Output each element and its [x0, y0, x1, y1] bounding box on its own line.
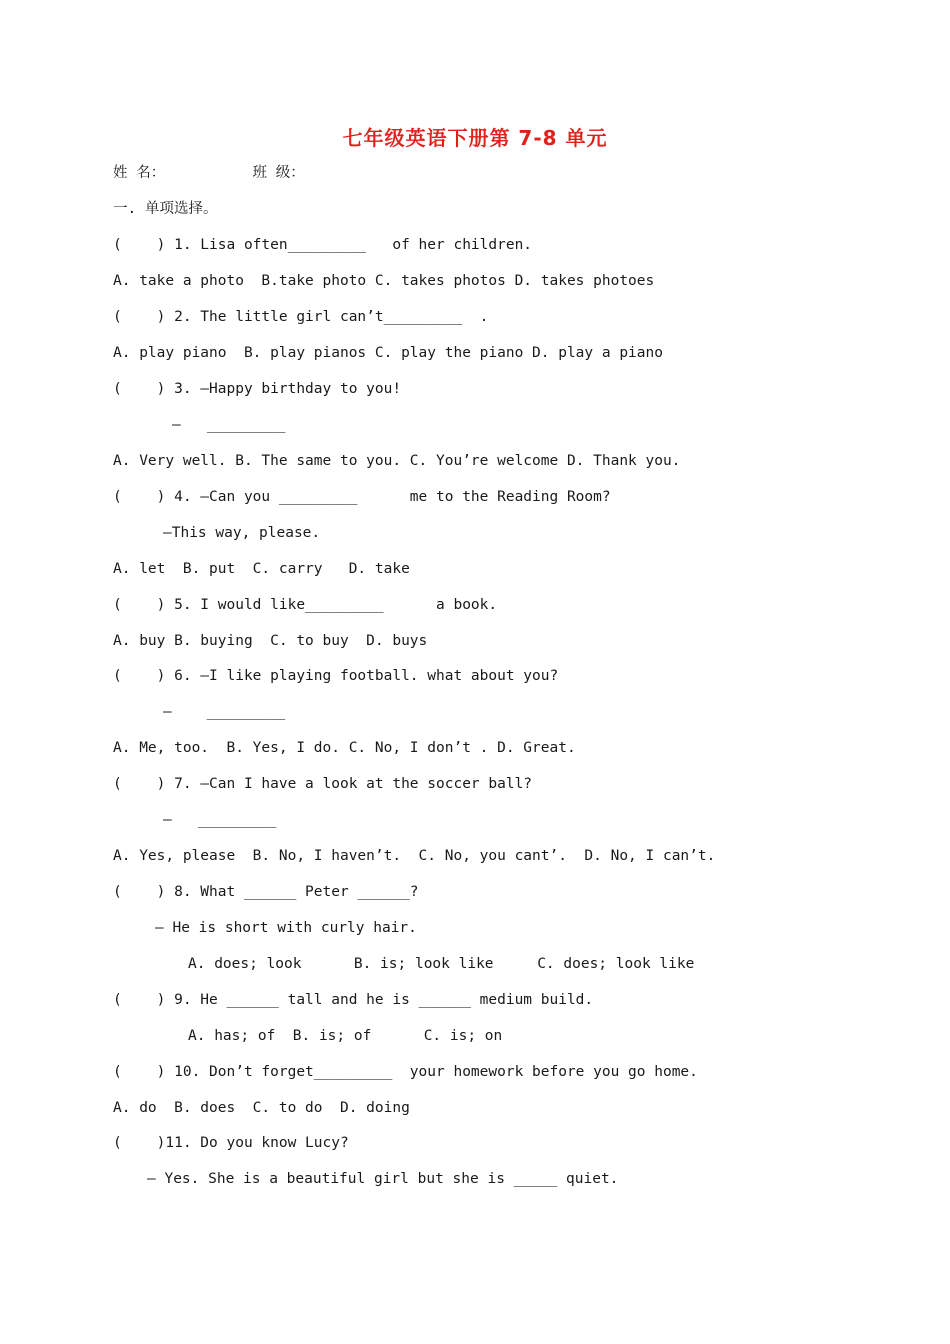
question-9-options: A. has; of B. is; of C. is; on — [188, 1028, 503, 1044]
question-8-options: A. does; look B. is; look like C. does; look like — [188, 956, 695, 972]
question-3: ( ) 3. —Happy birthday to you! — [113, 381, 402, 397]
question-10: ( ) 10. Don’t forget_________ your homework before you go home. — [113, 1064, 698, 1080]
question-1: ( ) 1. Lisa often_________ of her children. — [113, 237, 533, 253]
question-8-response: — He is short with curly hair. — [155, 920, 417, 936]
question-7: ( ) 7. —Can I have a look at the soccer ball? — [113, 776, 533, 792]
question-7-response: — _________ — [163, 812, 277, 828]
question-6-response: — _________ — [163, 704, 286, 720]
name-class-fields: 姓 名： 班 级： — [113, 165, 305, 181]
question-5-options: A. buy B. buying C. to buy D. buys — [113, 633, 428, 649]
question-3-options: A. Very well. B. The same to you. C. You’re welcome D. Thank you. — [113, 453, 681, 469]
question-2-options: A. play piano B. play pianos C. play the piano D. play a piano — [113, 345, 663, 361]
question-10-options: A. do B. does C. to do D. doing — [113, 1100, 410, 1116]
question-4-response: —This way, please. — [163, 525, 321, 541]
question-7-options: A. Yes, please B. No, I haven’t. C. No, you cant’. D. No, I can’t. — [113, 848, 716, 864]
question-4-options: A. let B. put C. carry D. take — [113, 561, 410, 577]
question-1-options: A. take a photo B.take photo C. takes photos D. takes photoes — [113, 273, 655, 289]
question-9: ( ) 9. He ______ tall and he is ______ medium build. — [113, 992, 594, 1008]
question-6-options: A. Me, too. B. Yes, I do. C. No, I don’t . D. Great. — [113, 740, 576, 756]
question-6: ( ) 6. —I like playing football. what about you? — [113, 668, 559, 684]
question-11: ( )11. Do you know Lucy? — [113, 1135, 349, 1151]
question-2: ( ) 2. The little girl can’t_________ . — [113, 309, 489, 325]
question-8: ( ) 8. What ______ Peter ______? — [113, 884, 419, 900]
question-3-response: — _________ — [172, 417, 286, 433]
section-heading: 一. 单项选择。 — [113, 201, 218, 217]
question-4: ( ) 4. —Can you _________ me to the Reading Room? — [113, 489, 611, 505]
document-title: 七年级英语下册第 7-8 单元 — [342, 126, 608, 150]
question-11-response: — Yes. She is a beautiful girl but she is _____ quiet. — [147, 1171, 619, 1187]
question-5: ( ) 5. I would like_________ a book. — [113, 597, 498, 613]
